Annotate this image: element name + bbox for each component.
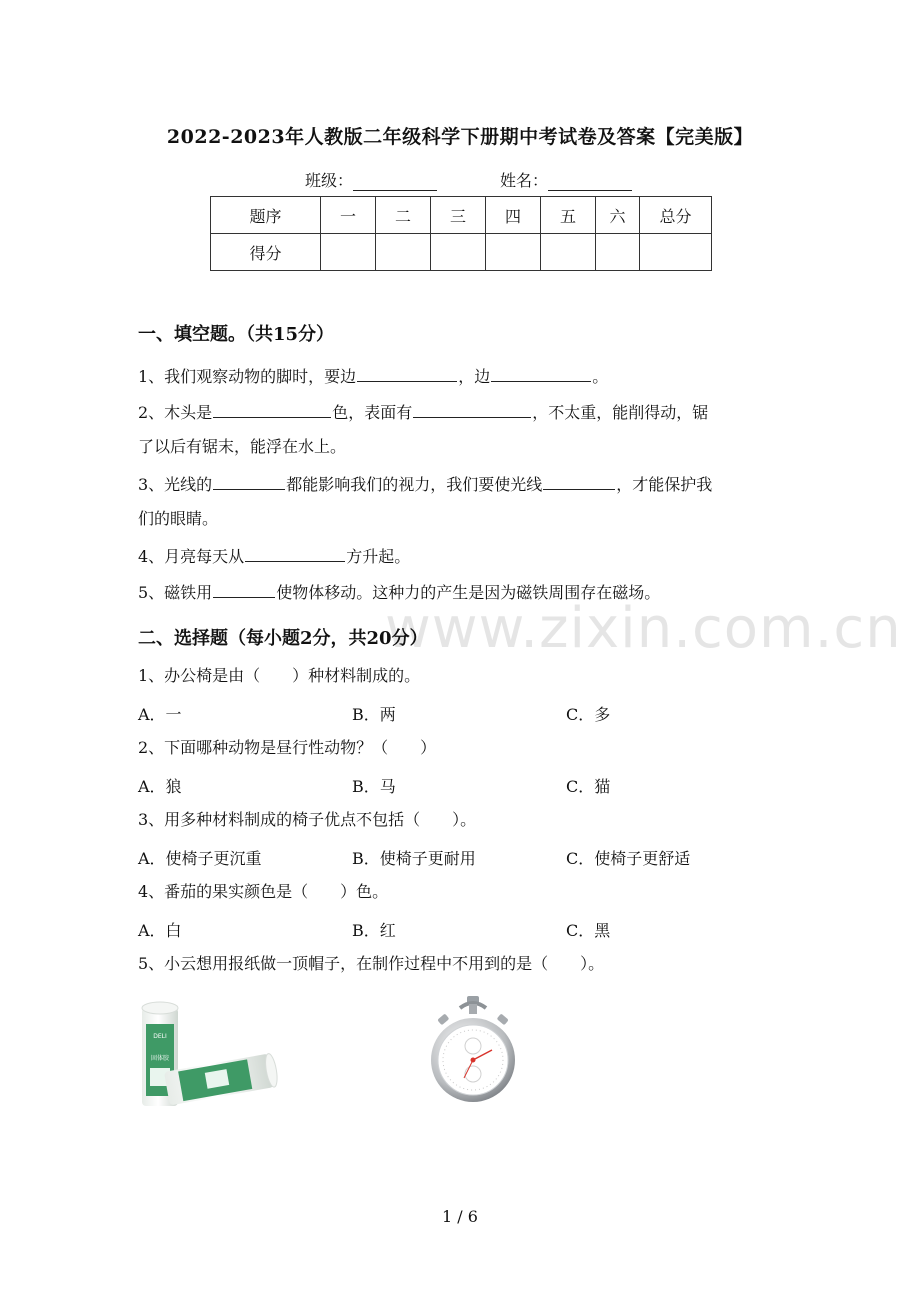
glue-type-label: 固体胶 [150,1055,170,1062]
q3-blank-2[interactable] [543,473,615,490]
choice-question-2: 2、下面哪种动物是昼行性动物？（ ） [138,738,437,757]
q2-text-d: 了以后有锯末，能浮在水上。 [138,437,347,456]
class-label: 班级： [305,171,354,190]
q2-blank-2[interactable] [413,401,531,418]
fill-question-3 [138,473,712,495]
section1-heading: 一、填空题。（共15分） [138,324,335,345]
choice-3-option-c[interactable]: C．使椅子更舒适 [566,849,691,868]
name-blank[interactable] [548,172,632,191]
score-cell[interactable] [376,234,431,271]
score-cell[interactable] [541,234,596,271]
glue-brand-label: DELI [153,1033,167,1040]
q4-text-a: 4、月亮每天从 [138,547,245,566]
score-cell[interactable] [321,234,376,271]
class-blank[interactable] [353,172,437,191]
score-header-cell: 三 [431,197,486,234]
choice-3-option-b[interactable]: B．使椅子更耐用 [352,849,476,868]
q3-text-c: ，才能保护我 [616,475,713,494]
q4-blank-1[interactable] [245,545,345,562]
q5-blank-1[interactable] [213,581,275,598]
score-header-cell: 六 [596,197,640,234]
q3-text-a: 3、光线的 [138,475,213,494]
choice-question-5: 5、小云想用报纸做一顶帽子，在制作过程中不用到的是（ ）。 [138,954,605,973]
score-header-cell: 题序 [211,197,321,234]
q1-text-a: 1、我们观察动物的脚时，要边 [138,367,357,386]
section2-heading: 二、选择题（每小题2分，共20分） [138,628,428,649]
q2-text-a: 2、木头是 [138,403,213,422]
score-header-cell: 总分 [640,197,712,234]
q4-text-b: 方升起。 [346,547,411,566]
stopwatch-icon [431,996,515,1102]
q1-text-b: ，边 [458,367,491,386]
choice-question-4: 4、番茄的果实颜色是（ ）色。 [138,882,389,901]
q3-text-b: 都能影响我们的视力，我们要使光线 [286,475,543,494]
stopwatch-image[interactable] [430,994,516,1106]
choice-4-option-c[interactable]: C．黑 [566,921,611,940]
score-cell[interactable] [486,234,541,271]
choice-3-option-a[interactable]: A．使椅子更沉重 [138,849,262,868]
choice-1-option-b[interactable]: B．两 [352,705,396,724]
choice-question-1: 1、办公椅是由（ ）种材料制成的。 [138,666,421,685]
choice-2-option-a[interactable]: A．狼 [138,777,182,796]
choice-1-option-c[interactable]: C．多 [566,705,611,724]
fill-question-4 [138,545,410,567]
q1-text-c: 。 [592,367,609,386]
choice-4-option-b[interactable]: B．红 [352,921,396,940]
fill-question-2 [138,401,708,423]
score-row-label: 得分 [211,234,321,271]
score-header-cell: 一 [321,197,376,234]
name-label: 姓名： [500,171,549,190]
glue-stick-lying [164,1053,278,1106]
fill-question-1 [138,365,608,387]
score-header-cell: 四 [486,197,541,234]
q2-blank-1[interactable] [213,401,331,418]
choice-question-3: 3、用多种材料制成的椅子优点不包括（ ）。 [138,810,477,829]
choice-2-option-c[interactable]: C．猫 [566,777,611,796]
glue-stick-image[interactable] [138,994,278,1112]
score-cell[interactable] [596,234,640,271]
page-title: 2022-2023年人教版二年级科学下册期中考试卷及答案【完美版】 [166,126,754,148]
q3-text-d: 们的眼睛。 [138,509,219,528]
score-row [211,234,712,271]
q5-text-b: 使物体移动。这种力的产生是因为磁铁周围存在磁场。 [276,583,661,602]
choice-4-option-a[interactable]: A．白 [138,921,182,940]
q1-blank-1[interactable] [357,365,457,382]
choice-1-option-a[interactable]: A．一 [138,705,182,724]
score-header-cell: 二 [376,197,431,234]
q3-blank-1[interactable] [213,473,285,490]
watermark: www.zixin.com.cn [385,596,902,661]
score-table [210,196,712,271]
score-header-cell: 五 [541,197,596,234]
score-cell[interactable] [640,234,712,271]
q5-text-a: 5、磁铁用 [138,583,213,602]
score-cell[interactable] [431,234,486,271]
q2-text-c: ，不太重，能削得动，锯 [532,403,709,422]
name-field [500,168,632,191]
q2-text-b: 色，表面有 [332,403,413,422]
q1-blank-2[interactable] [491,365,591,382]
page-number: 1 / 6 [442,1207,478,1226]
class-field [305,168,437,191]
choice-2-option-b[interactable]: B．马 [352,777,396,796]
score-header-row [211,197,712,234]
